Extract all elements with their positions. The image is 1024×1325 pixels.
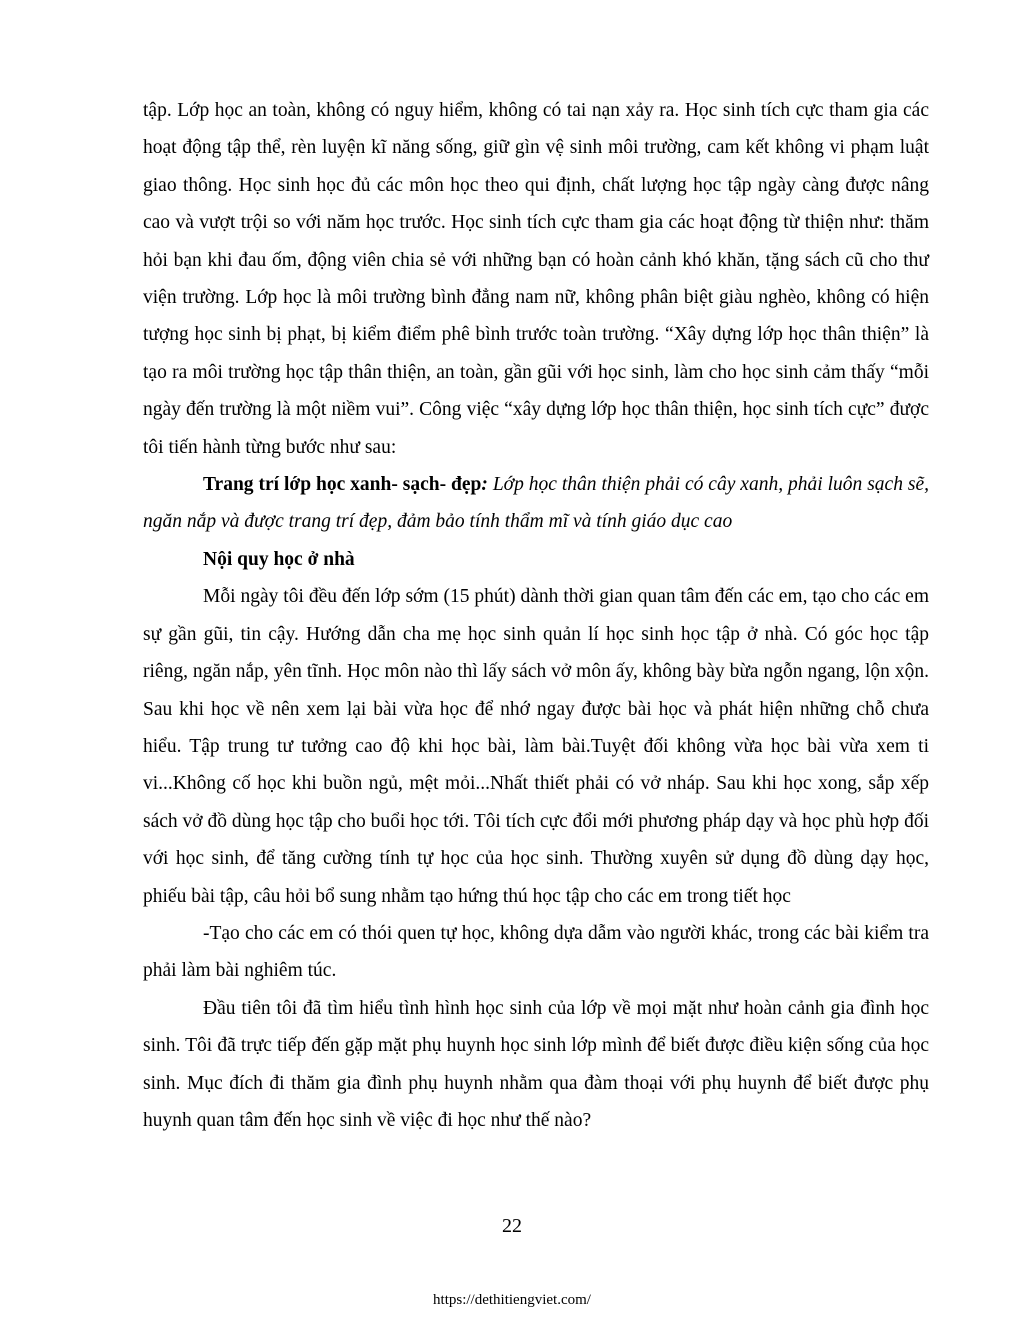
paragraph-classroom-safety: tập. Lớp học an toàn, không có nguy hiểm, không có tai nạn xảy ra. Học sinh tích cực tham gia các hoạt động tập thể, rèn luyện kĩ năng sống, giữ gìn vệ sinh môi trường, cam kết không vi phạm luật giao thông. Học sinh học đủ các môn học theo qui định, chất lượng học tập ngày càng được nâng cao và vượt trội so với năm học trước. Học sinh tích cực tham gia các hoạt động từ thiện như: thăm hỏi bạn khi đau ốm, động viên chia sẻ với những bạn có hoàn cảnh khó khăn, tặng sách cũ cho thư viện trường. Lớp học là môi trường bình đẳng nam nữ, không phân biệt giàu nghèo, không có hiện tượng học sinh bị phạt, bị kiểm điểm phê bình trước toàn trường. “Xây dựng lớp học thân thiện” là tạo ra môi trường học tập thân thiện, an toàn, gần gũi với học sinh, làm cho học sinh cảm thấy “mỗi ngày đến trường là một niềm vui”. Công việc “xây dựng lớp học thân thiện, học sinh tích cực” được tôi tiến hành từng bước như sau: [143, 100, 929, 458]
paragraph-self-study: -Tạo cho các em có thói quen tự học, không dựa dẫm vào người khác, trong các bài kiểm tra phải làm bài nghiêm túc. [143, 922, 929, 982]
page-number: 22 [502, 1215, 522, 1237]
paragraph-family-visit: Đầu tiên tôi đã tìm hiểu tình hình học sinh của lớp về mọi mặt như hoàn cảnh gia đình học sinh. Tôi đã trực tiếp đến gặp mặt phụ huynh học sinh lớp mình để biết được điều kiện sống của học sinh. Mục đích đi thăm gia đình phụ huynh nhằm qua đàm thoại với phụ huynh để biết được phụ huynh quan tâm đến học sinh về việc đi học như thế nào? [143, 997, 929, 1131]
paragraph-home-study: Mỗi ngày tôi đều đến lớp sớm (15 phút) dành thời gian quan tâm đến các em, tạo cho các em sự gần gũi, tin cậy. Hướng dẫn cha mẹ học sinh quản lí học sinh học tập ở nhà. Có góc học tập riêng, ngăn nắp, yên tĩnh. Học môn nào thì lấy sách vở môn ấy, không bày bừa ngỗn ngang, lộn xộn. Sau khi học về nên xem lại bài vừa học để nhớ ngay được bài học và phát hiện những chỗ chưa hiểu. Tập trung tư tưởng cao độ khi học bài, làm bài.Tuyệt đối không vừa học bài vừa xem ti vi...Không cố học khi buồn ngủ, mệt mỏi...Nhất thiết phải có vở nháp. Sau khi học xong, sắp xếp sách vở đồ dùng học tập cho buổi học tới. Tôi tích cực đổi mới phương pháp dạy và học phù hợp đối với học sinh, để tăng cường tính tự học của học sinh. Thường xuyên sử dụng đồ dùng dạy học, phiếu bài tập, câu hỏi bổ sung nhằm tạo hứng thú học tập cho các em trong tiết học [143, 586, 929, 907]
decoration-heading: Trang trí lớp học xanh- sạch- đẹp: [203, 474, 488, 496]
footer-url: https://dethitiengviet.com/ [433, 1292, 591, 1308]
paragraph-classroom-decoration [143, 466, 929, 541]
section-heading-home-rules: Nội quy học ở nhà [203, 548, 355, 570]
decoration-text: Lớp học thân thiện phải có cây xanh, phải luôn sạch sẽ, ngăn nắp và được trang trí đẹp, đảm bảo tính thẩm mĩ và tính giáo dục cao [143, 474, 929, 533]
document-body [143, 92, 929, 1139]
